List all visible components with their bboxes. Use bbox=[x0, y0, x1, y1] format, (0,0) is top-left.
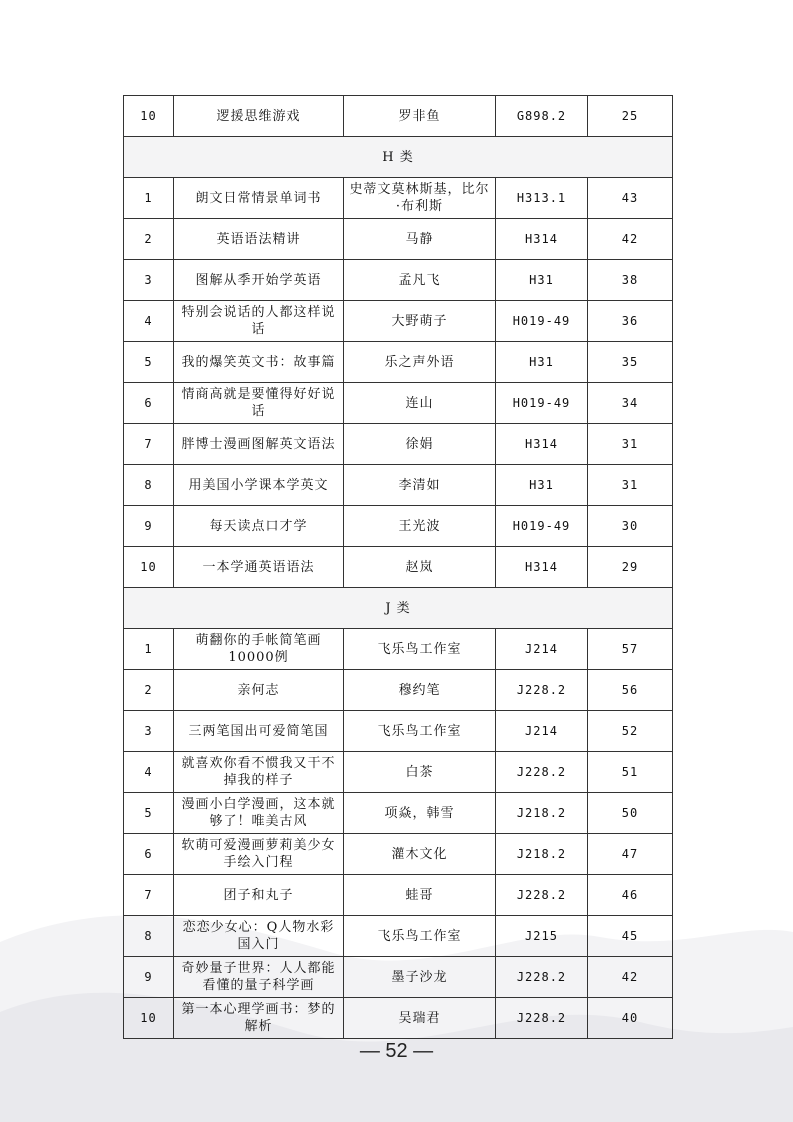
author-cell: 大野萌子 bbox=[344, 301, 496, 342]
borrow-count-cell: 35 bbox=[588, 342, 673, 383]
table-row bbox=[124, 383, 673, 424]
table-row bbox=[124, 506, 673, 547]
call-number-cell: H314 bbox=[496, 219, 588, 260]
book-title-cell: 第一本心理学画书：梦的解析 bbox=[174, 998, 344, 1039]
rank-cell: 4 bbox=[124, 301, 174, 342]
author-cell: 罗非鱼 bbox=[344, 96, 496, 137]
call-number-cell: H019-49 bbox=[496, 506, 588, 547]
book-title-cell: 奇妙量子世界：人人都能看懂的量子科学画 bbox=[174, 957, 344, 998]
author-cell: 连山 bbox=[344, 383, 496, 424]
table-row bbox=[124, 793, 673, 834]
rank-cell: 5 bbox=[124, 793, 174, 834]
rank-cell: 8 bbox=[124, 916, 174, 957]
table-body bbox=[124, 96, 673, 1039]
book-title-cell: 特别会说话的人都这样说话 bbox=[174, 301, 344, 342]
book-title-cell: 一本学通英语语法 bbox=[174, 547, 344, 588]
borrow-count-cell: 56 bbox=[588, 670, 673, 711]
call-number-cell: G898.2 bbox=[496, 96, 588, 137]
table-row bbox=[124, 875, 673, 916]
call-number-cell: J228.2 bbox=[496, 752, 588, 793]
book-title-cell: 逻援思维游戏 bbox=[174, 96, 344, 137]
author-cell: 蛙哥 bbox=[344, 875, 496, 916]
call-number-cell: J228.2 bbox=[496, 998, 588, 1039]
section-title: H 类 bbox=[124, 137, 673, 178]
table-row bbox=[124, 465, 673, 506]
table-row bbox=[124, 260, 673, 301]
table-row bbox=[124, 424, 673, 465]
rank-cell: 10 bbox=[124, 96, 174, 137]
borrow-count-cell: 34 bbox=[588, 383, 673, 424]
borrow-count-cell: 30 bbox=[588, 506, 673, 547]
rank-cell: 7 bbox=[124, 424, 174, 465]
borrow-count-cell: 42 bbox=[588, 219, 673, 260]
call-number-cell: H019-49 bbox=[496, 383, 588, 424]
call-number-cell: H313.1 bbox=[496, 178, 588, 219]
author-cell: 孟凡飞 bbox=[344, 260, 496, 301]
table-row bbox=[124, 998, 673, 1039]
author-cell: 李清如 bbox=[344, 465, 496, 506]
author-cell: 穆约笔 bbox=[344, 670, 496, 711]
borrow-count-cell: 45 bbox=[588, 916, 673, 957]
call-number-cell: J228.2 bbox=[496, 875, 588, 916]
rank-cell: 1 bbox=[124, 178, 174, 219]
author-cell: 飞乐鸟工作室 bbox=[344, 711, 496, 752]
book-title-cell: 萌翻你的手帐简笔画10000例 bbox=[174, 629, 344, 670]
call-number-cell: H314 bbox=[496, 424, 588, 465]
book-title-cell: 三两笔国出可爱简笔国 bbox=[174, 711, 344, 752]
table-row bbox=[124, 547, 673, 588]
table-row bbox=[124, 711, 673, 752]
book-title-cell: 就喜欢你看不惯我又干不掉我的样子 bbox=[174, 752, 344, 793]
page-number: — 52 — bbox=[359, 1040, 434, 1062]
rank-cell: 9 bbox=[124, 506, 174, 547]
author-cell: 飞乐鸟工作室 bbox=[344, 629, 496, 670]
borrow-count-cell: 43 bbox=[588, 178, 673, 219]
book-title-cell: 每天读点口才学 bbox=[174, 506, 344, 547]
rank-cell: 3 bbox=[124, 260, 174, 301]
call-number-cell: J214 bbox=[496, 629, 588, 670]
book-ranking-table bbox=[123, 95, 673, 1039]
borrow-count-cell: 31 bbox=[588, 424, 673, 465]
rank-cell: 8 bbox=[124, 465, 174, 506]
author-cell: 史蒂文莫林斯基，比尔·布利斯 bbox=[344, 178, 496, 219]
author-cell: 乐之声外语 bbox=[344, 342, 496, 383]
book-title-cell: 图解从季开始学英语 bbox=[174, 260, 344, 301]
call-number-cell: H314 bbox=[496, 547, 588, 588]
rank-cell: 7 bbox=[124, 875, 174, 916]
section-header-row bbox=[124, 137, 673, 178]
borrow-count-cell: 47 bbox=[588, 834, 673, 875]
table-row bbox=[124, 916, 673, 957]
rank-cell: 1 bbox=[124, 629, 174, 670]
book-title-cell: 情商高就是要懂得好好说话 bbox=[174, 383, 344, 424]
section-title: J 类 bbox=[124, 588, 673, 629]
table-row bbox=[124, 342, 673, 383]
call-number-cell: J215 bbox=[496, 916, 588, 957]
table-row bbox=[124, 301, 673, 342]
rank-cell: 9 bbox=[124, 957, 174, 998]
book-title-cell: 我的爆笑英文书：故事篇 bbox=[174, 342, 344, 383]
author-cell: 马静 bbox=[344, 219, 496, 260]
table-row bbox=[124, 957, 673, 998]
rank-cell: 4 bbox=[124, 752, 174, 793]
author-cell: 白茶 bbox=[344, 752, 496, 793]
book-title-cell: 英语语法精讲 bbox=[174, 219, 344, 260]
call-number-cell: H019-49 bbox=[496, 301, 588, 342]
borrow-count-cell: 38 bbox=[588, 260, 673, 301]
call-number-cell: H31 bbox=[496, 260, 588, 301]
table-row bbox=[124, 219, 673, 260]
call-number-cell: J228.2 bbox=[496, 957, 588, 998]
book-title-cell: 用美国小学课本学英文 bbox=[174, 465, 344, 506]
call-number-cell: J218.2 bbox=[496, 793, 588, 834]
call-number-cell: H31 bbox=[496, 465, 588, 506]
rank-cell: 6 bbox=[124, 383, 174, 424]
borrow-count-cell: 50 bbox=[588, 793, 673, 834]
borrow-count-cell: 36 bbox=[588, 301, 673, 342]
author-cell: 王光波 bbox=[344, 506, 496, 547]
book-title-cell: 朗文日常情景单词书 bbox=[174, 178, 344, 219]
book-title-cell: 胖博士漫画图解英文语法 bbox=[174, 424, 344, 465]
call-number-cell: J218.2 bbox=[496, 834, 588, 875]
author-cell: 飞乐鸟工作室 bbox=[344, 916, 496, 957]
book-title-cell: 恋恋少女心：Q人物水彩国入门 bbox=[174, 916, 344, 957]
book-title-cell: 软萌可爱漫画萝莉美少女手绘入门程 bbox=[174, 834, 344, 875]
borrow-count-cell: 51 bbox=[588, 752, 673, 793]
book-title-cell: 亲何志 bbox=[174, 670, 344, 711]
rank-cell: 5 bbox=[124, 342, 174, 383]
borrow-count-cell: 40 bbox=[588, 998, 673, 1039]
call-number-cell: J214 bbox=[496, 711, 588, 752]
author-cell: 灌木文化 bbox=[344, 834, 496, 875]
rank-cell: 3 bbox=[124, 711, 174, 752]
table-row bbox=[124, 96, 673, 137]
table-row bbox=[124, 178, 673, 219]
table-row bbox=[124, 629, 673, 670]
borrow-count-cell: 31 bbox=[588, 465, 673, 506]
author-cell: 徐娟 bbox=[344, 424, 496, 465]
rank-cell: 6 bbox=[124, 834, 174, 875]
table-row bbox=[124, 670, 673, 711]
author-cell: 项焱，韩雪 bbox=[344, 793, 496, 834]
book-title-cell: 团子和丸子 bbox=[174, 875, 344, 916]
call-number-cell: H31 bbox=[496, 342, 588, 383]
author-cell: 赵岚 bbox=[344, 547, 496, 588]
rank-cell: 10 bbox=[124, 547, 174, 588]
borrow-count-cell: 25 bbox=[588, 96, 673, 137]
section-header-row bbox=[124, 588, 673, 629]
rank-cell: 2 bbox=[124, 219, 174, 260]
rank-cell: 10 bbox=[124, 998, 174, 1039]
book-title-cell: 漫画小白学漫画，这本就够了！唯美古风 bbox=[174, 793, 344, 834]
author-cell: 吴瑞君 bbox=[344, 998, 496, 1039]
borrow-count-cell: 42 bbox=[588, 957, 673, 998]
table-row bbox=[124, 752, 673, 793]
author-cell: 墨子沙龙 bbox=[344, 957, 496, 998]
borrow-count-cell: 29 bbox=[588, 547, 673, 588]
borrow-count-cell: 52 bbox=[588, 711, 673, 752]
borrow-count-cell: 57 bbox=[588, 629, 673, 670]
table-row bbox=[124, 834, 673, 875]
call-number-cell: J228.2 bbox=[496, 670, 588, 711]
rank-cell: 2 bbox=[124, 670, 174, 711]
borrow-count-cell: 46 bbox=[588, 875, 673, 916]
